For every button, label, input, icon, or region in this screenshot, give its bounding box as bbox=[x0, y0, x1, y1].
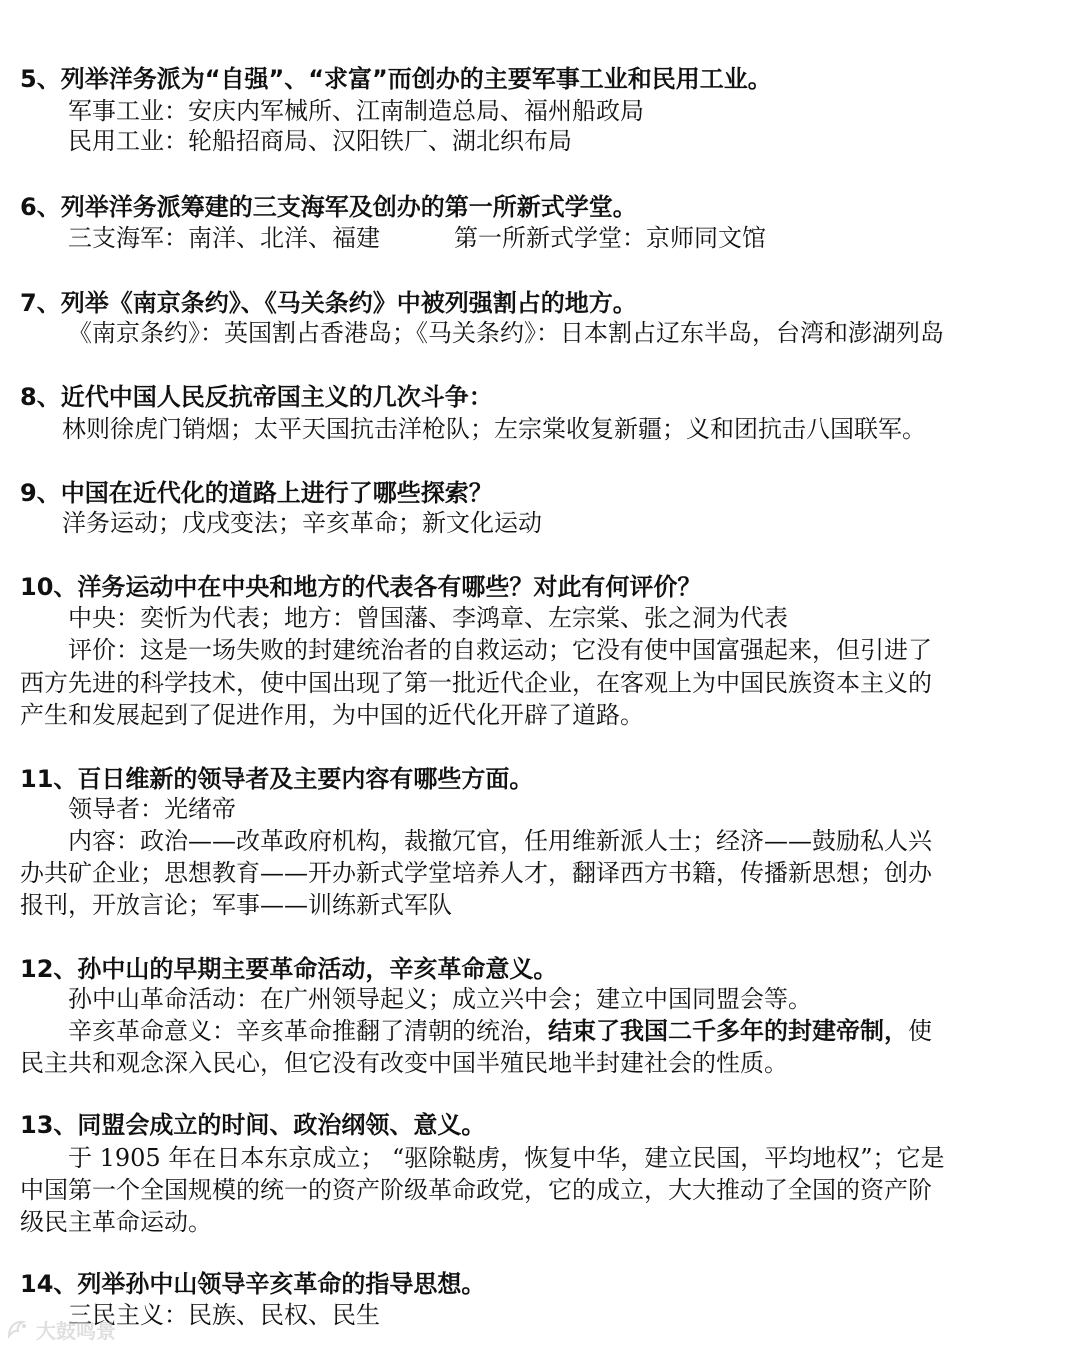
meaning-text-end: 使 bbox=[908, 1017, 932, 1045]
bird-logo-icon bbox=[6, 1318, 30, 1340]
question-5-title: 5、列举洋务派为“自强”、“求富”而创办的主要军事工业和民用工业。 bbox=[20, 65, 772, 93]
meaning-emphasis: 结束了我国二千多年的封建帝制， bbox=[548, 1017, 908, 1045]
meaning-text: 辛亥革命意义：辛亥革命推翻了清朝的统治， bbox=[68, 1017, 548, 1045]
navy-text: 三支海军：南洋、北洋、福建 bbox=[68, 224, 380, 252]
question-13-answer-line: 中国第一个全国规模的统一的资产阶级革命政党，它的成立，大大推动了全国的资产阶 bbox=[20, 1176, 932, 1204]
question-11-answer-line: 内容：政治——改革政府机构，裁撤冗官，任用维新派人士；经济——鼓励私人兴 bbox=[68, 827, 932, 855]
question-12-title: 12、孙中山的早期主要革命活动，辛亥革命意义。 bbox=[20, 955, 558, 983]
question-8-title: 8、近代中国人民反抗帝国主义的几次斗争： bbox=[20, 383, 493, 411]
watermark-text: 大鼓鸣景 bbox=[36, 1318, 116, 1343]
question-13-answer-line: 于 1905 年在日本东京成立； “驱除鞑虏，恢复中华，建立民国，平均地权”；它是 bbox=[68, 1144, 945, 1172]
question-11-title: 11、百日维新的领导者及主要内容有哪些方面。 bbox=[20, 765, 534, 793]
question-9-title: 9、中国在近代化的道路上进行了哪些探索？ bbox=[20, 479, 493, 507]
question-6-title: 6、列举洋务派筹建的三支海军及创办的第一所新式学堂。 bbox=[20, 193, 637, 221]
question-5-answer-line: 民用工业：轮船招商局、汉阳铁厂、湖北织布局 bbox=[68, 127, 572, 155]
question-12-answer-line bbox=[68, 1016, 932, 1046]
question-14-title: 14、列举孙中山领导辛亥革命的指导思想。 bbox=[20, 1270, 486, 1298]
question-6-answer-line bbox=[68, 223, 766, 253]
question-12-answer-line: 民主共和观念深入民心，但它没有改变中国半殖民地半封建社会的性质。 bbox=[20, 1049, 788, 1077]
question-10-answer-line: 评价：这是一场失败的封建统治者的自救运动；它没有使中国富强起来，但引进了 bbox=[68, 636, 932, 664]
question-12-answer-line: 孙中山革命活动：在广州领导起义；成立兴中会；建立中国同盟会等。 bbox=[68, 985, 812, 1013]
question-9-answer-line: 洋务运动；戊戌变法；辛亥革命；新文化运动 bbox=[62, 509, 542, 537]
question-8-answer-line: 林则徐虎门销烟；太平天国抗击洋枪队；左宗棠收复新疆；义和团抗击八国联军。 bbox=[62, 415, 926, 443]
question-10-answer-line: 西方先进的科学技术，使中国出现了第一批近代企业，在客观上为中国民族资本主义的 bbox=[20, 669, 932, 697]
question-5-answer-line: 军事工业：安庆内军械所、江南制造总局、福州船政局 bbox=[68, 97, 644, 125]
question-7-title: 7、列举《南京条约》、《马关条约》中被列强割占的地方。 bbox=[20, 289, 637, 317]
question-7-answer-line: 《南京条约》：英国割占香港岛；《马关条约》：日本割占辽东半岛，台湾和澎湖列岛 bbox=[68, 319, 944, 347]
school-text: 第一所新式学堂：京师同文馆 bbox=[454, 224, 766, 252]
question-11-answer-line: 报刊，开放言论；军事——训练新式军队 bbox=[20, 891, 452, 919]
question-13-answer-line: 级民主革命运动。 bbox=[20, 1208, 212, 1236]
question-11-answer-line: 办共矿企业；思想教育——开办新式学堂培养人才，翻译西方书籍，传播新思想；创办 bbox=[20, 859, 932, 887]
watermark bbox=[6, 1316, 116, 1342]
question-11-answer-line: 领导者：光绪帝 bbox=[68, 795, 236, 823]
question-10-answer-line: 中央：奕忻为代表；地方：曾国藩、李鸿章、左宗棠、张之洞为代表 bbox=[68, 604, 788, 632]
question-10-title: 10、洋务运动中在中央和地方的代表各有哪些？对此有何评价？ bbox=[20, 573, 702, 601]
question-10-answer-line: 产生和发展起到了促进作用，为中国的近代化开辟了道路。 bbox=[20, 701, 644, 729]
question-13-title: 13、同盟会成立的时间、政治纲领、意义。 bbox=[20, 1111, 486, 1139]
question-14-answer-line: 三民主义：民族、民权、民生 bbox=[68, 1301, 380, 1329]
